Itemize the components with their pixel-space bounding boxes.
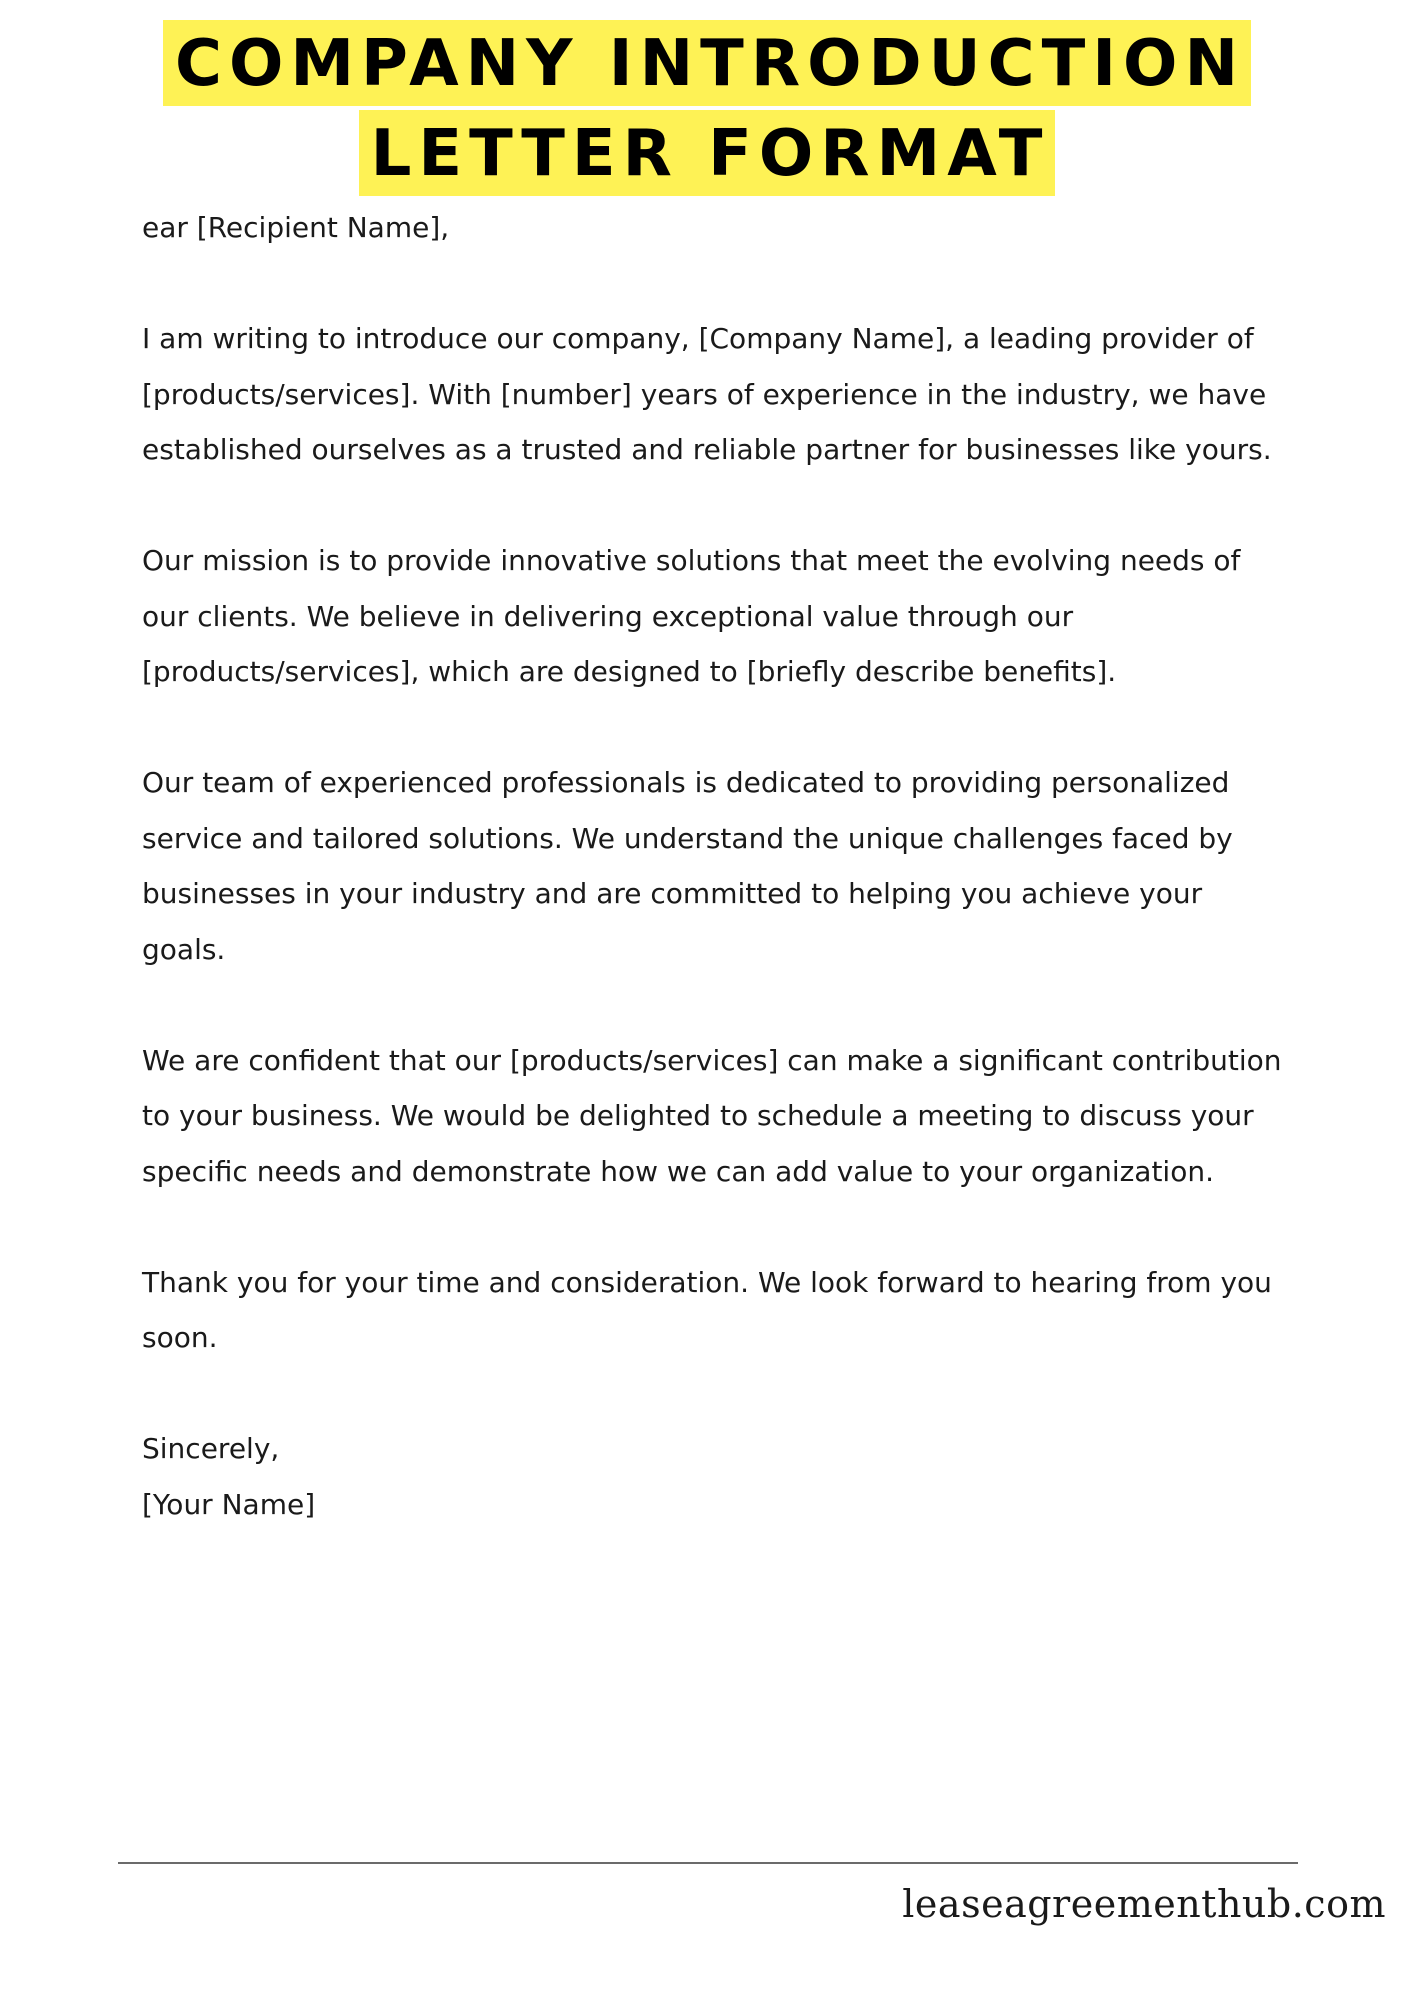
paragraph-thanks: Thank you for your time and consideration. We look forward to hearing from you soon. xyxy=(142,1265,1272,1354)
letter-body xyxy=(142,200,1292,1532)
title-line-1: COMPANY INTRODUCTION xyxy=(163,20,1251,106)
title-line-2: LETTER FORMAT xyxy=(359,110,1056,196)
paragraph-introduction: I am writing to introduce our company, [Company Name], a leading provider of [products/services]. With [number] years of experience in the industry, we have established ourselves as a trusted and reliable partner for businesses like yours. xyxy=(142,322,1272,466)
paragraph-team: Our team of experienced professionals is dedicated to providing personalized service and tailored solutions. We understand the unique challenges faced by businesses in your industry and are committed to helping you achieve your goals. xyxy=(142,766,1233,966)
salutation: ear [Recipient Name], xyxy=(142,211,450,244)
page-title xyxy=(0,20,1414,196)
closing: Sincerely, xyxy=(142,1432,280,1465)
footer-website: leaseagreementhub.com xyxy=(902,1882,1386,1926)
paragraph-proposal: We are confident that our [products/services] can make a significant contribution to your business. We would be delighted to schedule a meeting to discuss your specific needs and demonstrate how we can add value to your organization. xyxy=(142,1043,1282,1188)
footer-divider xyxy=(118,1862,1298,1864)
signature: [Your Name] xyxy=(142,1487,316,1521)
paragraph-mission: Our mission is to provide innovative solutions that meet the evolving needs of our clients. We believe in delivering exceptional value through our [products/services], which are designed to [briefly describe benefits]. xyxy=(142,544,1241,688)
